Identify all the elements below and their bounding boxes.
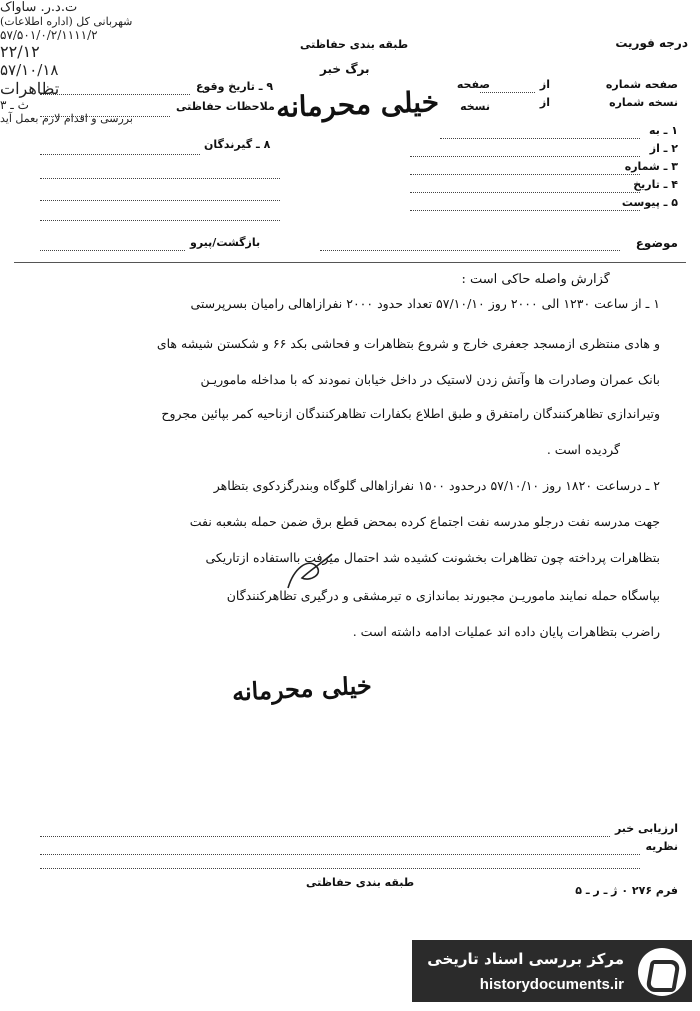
report-line-4: وتیراندازی تظاهرکنندگان رامتفرق و طبق اطلاع بکفارات تظاهرکنندگان ازناحیه کمر بپائین مجروح (161, 406, 660, 421)
watermark-title: مرکز بررسی اسناد تاریخی (427, 950, 624, 968)
report-line-8: بتظاهرات پرداخته چون تظاهرات بخشونت کشیده شد احتمال میرفت بااستفاده ازتاریکی (205, 550, 660, 565)
copy-label: نسخه (460, 100, 490, 113)
report-line-6: ۲ ـ درساعت ۱۸۲۰ روز ۵۷/۱۰/۱۰ درحدود ۱۵۰۰ نفرازاهالی گلوگاه وبندرگزدکوی بتظاهر (213, 478, 660, 493)
evaluation-label: ارزیابی خبر (614, 822, 678, 835)
recipients-line-4 (40, 220, 280, 221)
followup-line (40, 250, 185, 251)
number-value: ۵۷/۵۰۱/۰/۲/۱۱۱۱/۲ (0, 28, 98, 42)
evaluation-line (40, 836, 610, 837)
form-number: فرم ۲۷۶ ۰ ژ ـ ر ـ ۵ (575, 884, 678, 897)
number-line (410, 174, 640, 175)
from-value: شهربانی کل (اداره اطلاعات) (0, 15, 133, 28)
from-label: ۲ ـ از (649, 142, 678, 155)
header-divider (14, 262, 686, 263)
book-logo-icon (638, 948, 686, 996)
report-intro: گزارش واصله حاکی است : (461, 272, 610, 287)
followup-label: بازگشت/پیرو (190, 236, 261, 249)
page-no-label: صفحه شماره (605, 78, 678, 91)
report-line-7: جهت مدرسه نفت درجلو مدرسه نفت اجتماع کرده بمحض قطع برق ضمن حمله بشعبه نفت (189, 514, 660, 529)
signature-stamp: خیلی محرمانه (231, 670, 373, 707)
evaluation-value: ث ـ ۳ (0, 98, 29, 112)
subject-line (320, 250, 620, 251)
classification-top: طبقه بندی حفاظتی (300, 38, 409, 51)
watermark-url[interactable]: historydocuments.ir (479, 976, 624, 993)
recipients-line-2 (40, 178, 280, 179)
date-value: ۵۷/۱۰/۱۸ (0, 61, 59, 79)
page-label: صفحه (456, 78, 490, 91)
opinion-value: بررسی و اقدام لازم بعمل آید (0, 112, 133, 125)
report-line-2: و هادی منتظری ازمسجد جعفری خارج و شروع بتظاهرات و فحاشی بکد ۶۶ و شکستن شیشه های (156, 336, 660, 351)
date-label: ۴ ـ تاریخ (633, 178, 678, 191)
copy-no-label: نسخه شماره (609, 96, 678, 109)
copy-from-label: از (539, 96, 550, 109)
to-line (440, 138, 640, 139)
subject-label: موضوع (635, 236, 678, 250)
date-occurrence-label: ۹ ـ تاریخ وقوع (196, 80, 274, 93)
attachment-label: ۵ ـ پیوست (621, 196, 678, 209)
subject-value: تظاهرات (0, 79, 60, 98)
report-line-10: راضرب بتظاهرات پایان داده اند عملیات ادامه داشته است . (352, 624, 660, 639)
page-from-line (480, 92, 535, 93)
to-value: ت.د.ر. ساواک (0, 0, 78, 15)
date-occurrence-line (40, 94, 190, 95)
handwritten-annotation (280, 548, 340, 598)
number-suffix: ۲۲/۱۲ (0, 42, 40, 61)
report-line-1: ۱ ـ از ساعت ۱۲۳۰ الی ۲۰۰۰ روز ۵۷/۱۰/۱۰ تعداد حدود ۲۰۰۰ نفرازاهالی رامیان بسرپرستی (190, 296, 660, 311)
from-line (410, 156, 640, 157)
page-from-label: از (539, 78, 550, 91)
classification-bottom: طبقه بندی حفاظتی (306, 876, 415, 889)
urgency-label: درجه فوریت (615, 36, 688, 50)
recipients-line-3 (40, 200, 280, 201)
report-line-5: گردیده است . (546, 442, 620, 457)
remarks-line (40, 116, 170, 117)
opinion-line-2 (40, 868, 640, 869)
report-line-3: بانک عمران وصادرات ها وآتش زدن لاستیک در داخل خیابان نمودند که با مداخله ماموریـن (200, 372, 660, 387)
report-line-9: بپاسگاه حمله نمایند ماموریـن مجبورند بماندازی ه تیرمشقی و درگیری تظاهرکنندگان (226, 588, 660, 603)
date-line (410, 192, 640, 193)
recipients-label: ۸ ـ گیرندگان (204, 138, 271, 151)
opinion-label: نظریه (645, 840, 678, 853)
classification-stamp: خیلی محرمانه (275, 85, 440, 124)
recipients-line-1 (40, 154, 200, 155)
to-label: ۱ ـ به (649, 124, 678, 137)
remarks-label: ملاحظات حفاظتی (176, 100, 275, 113)
form-title: برگ خبر (320, 62, 370, 76)
number-label: ۳ ـ شماره (624, 160, 678, 173)
opinion-line-1 (40, 854, 640, 855)
attachment-line (410, 210, 640, 211)
